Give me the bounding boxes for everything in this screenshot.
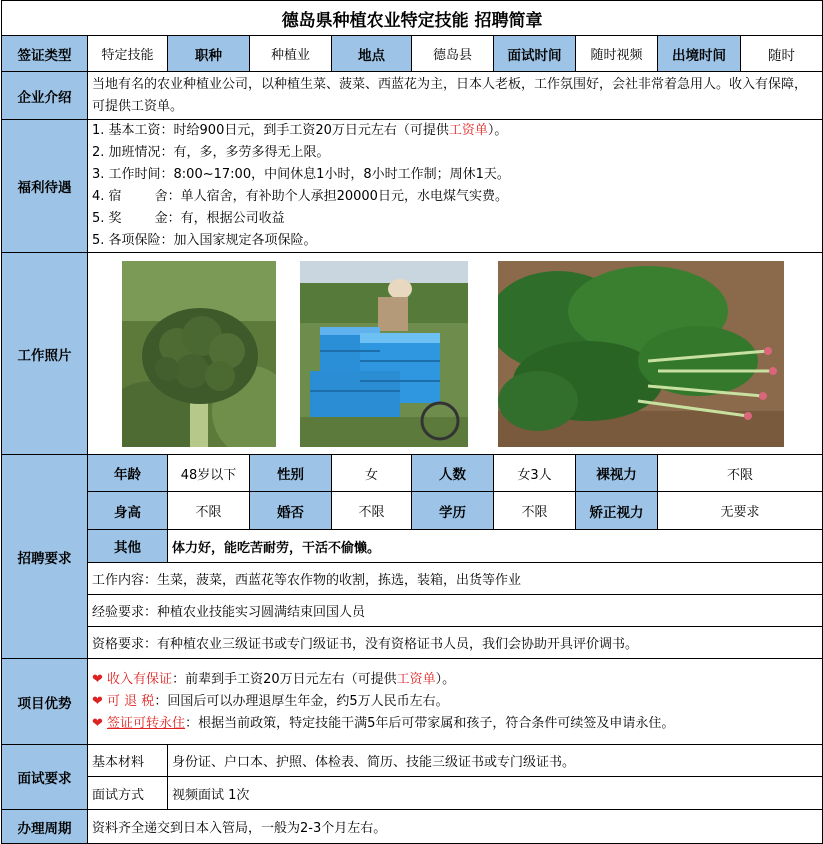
height-label: 身高: [88, 492, 168, 530]
naked-vision-label: 裸视力: [576, 455, 658, 492]
gender-label: 性别: [250, 455, 332, 492]
advantages-list: [88, 659, 823, 745]
benefits-label: 福利待遇: [2, 120, 88, 253]
count-value: 女3人: [494, 455, 576, 492]
heart-icon: ❤: [92, 671, 103, 687]
location-label: 地点: [332, 36, 412, 72]
advantages-label: 项目优势: [2, 659, 88, 745]
qualification-requirement: 资格要求：有种植农业三级证书或专门级证书，没有资格证书人员，我们会协助开具评价调书。: [88, 627, 823, 659]
age-label: 年龄: [88, 455, 168, 492]
spinach-photo: [498, 261, 784, 447]
materials-value: 身份证、户口本、护照、体检表、简历、技能三级证书或专门级证书。: [168, 745, 823, 777]
company-intro-label: 企业介绍: [2, 72, 88, 120]
benefit-bonus: 5. 奖 金：有，根据公司收益: [92, 211, 285, 226]
work-photos-label: 工作照片: [2, 253, 88, 455]
advantage-income: ❤ 收入有保证：前辈到手工资20万日元左右（可提供工资单）。: [92, 671, 456, 687]
interview-time-value: 随时视频: [576, 36, 658, 72]
advantage-tax-refund: ❤ 可 退 税：回国后可以办理退厚生年金，约5万人民币左右。: [92, 693, 449, 709]
processing-period-value: 资料齐全递交到日本入管局，一般为2-3个月左右。: [88, 810, 823, 844]
height-value: 不限: [168, 492, 250, 530]
departure-label: 出境时间: [658, 36, 741, 71]
other-value: 体力好，能吃苦耐劳，干活不偷懒。: [168, 530, 823, 563]
location-value: 德岛县: [412, 36, 494, 72]
education-label: 学历: [412, 492, 494, 530]
harvest-photo: [300, 261, 468, 447]
page-title: 德岛県种植农业特定技能 招聘简章: [2, 1, 823, 36]
benefit-dorm: 4. 宿 舍：单人宿舍，有补助个人承担20000日元，水电煤气实费。: [92, 189, 508, 204]
materials-label: 基本材料: [88, 745, 168, 777]
benefit-insurance: 5. 各项保险：加入国家规定各项保险。: [92, 233, 317, 248]
interview-requirements-label: 面试要求: [2, 745, 88, 810]
processing-period-label: 办理周期: [2, 810, 88, 844]
visa-type-label: 签证类型: [2, 36, 88, 72]
advantage-permanent-residence: ❤ 签证可转永住：根据当前政策，特定技能干满5年后可带家属和孩子，符合条件可续签及申请永住。: [92, 715, 675, 731]
company-intro-text: 当地有名的农业种植业公司，以种植生菜、菠菜、西蓝花为主，日本人老板，工作氛围好，会社非常着急用人。收入有保障，可提供工资单。: [88, 72, 823, 120]
heart-icon: ❤: [92, 693, 103, 709]
marriage-value: 不限: [332, 492, 412, 530]
interview-method-value: 视频面试 1次: [168, 777, 823, 810]
work-photos: [88, 255, 822, 453]
benefits-list: [88, 120, 823, 253]
corrected-vision-value: 无要求: [658, 492, 823, 530]
visa-type-value: 特定技能: [88, 36, 168, 72]
education-value: 不限: [494, 492, 576, 530]
work-content: 工作内容：生菜，菠菜，西蓝花等农作物的收割，拣选，装箱，出货等作业: [88, 563, 823, 595]
benefit-hours: 3. 工作时间：8:00~17:00，中间休息1小时，8小时工作制；周休1天。: [92, 167, 510, 182]
other-label: 其他: [88, 530, 168, 563]
age-value: 48岁以下: [168, 455, 250, 492]
gender-value: 女: [332, 455, 412, 492]
departure-value: 随时: [741, 36, 822, 71]
interview-time-label: 面试时间: [494, 36, 576, 72]
benefit-overtime: 2. 加班情况：有，多，多劳多得无上限。: [92, 145, 330, 160]
corrected-vision-label: 矫正视力: [576, 492, 658, 530]
requirements-label: 招聘要求: [2, 455, 88, 659]
experience-requirement: 经验要求：种植农业技能实习圆满结束回国人员: [88, 595, 823, 627]
interview-method-label: 面试方式: [88, 777, 168, 810]
job-type-label: 职种: [168, 36, 250, 72]
marriage-label: 婚否: [250, 492, 332, 530]
job-type-value: 种植业: [250, 36, 332, 72]
heart-icon: ❤: [92, 715, 103, 731]
count-label: 人数: [412, 455, 494, 492]
recruitment-table: [1, 0, 823, 844]
broccoli-photo: [122, 261, 276, 447]
benefit-salary: 1. 基本工资：时给900日元，到手工资20万日元左右（可提供工资单）。: [92, 123, 508, 138]
naked-vision-value: 不限: [658, 455, 823, 492]
